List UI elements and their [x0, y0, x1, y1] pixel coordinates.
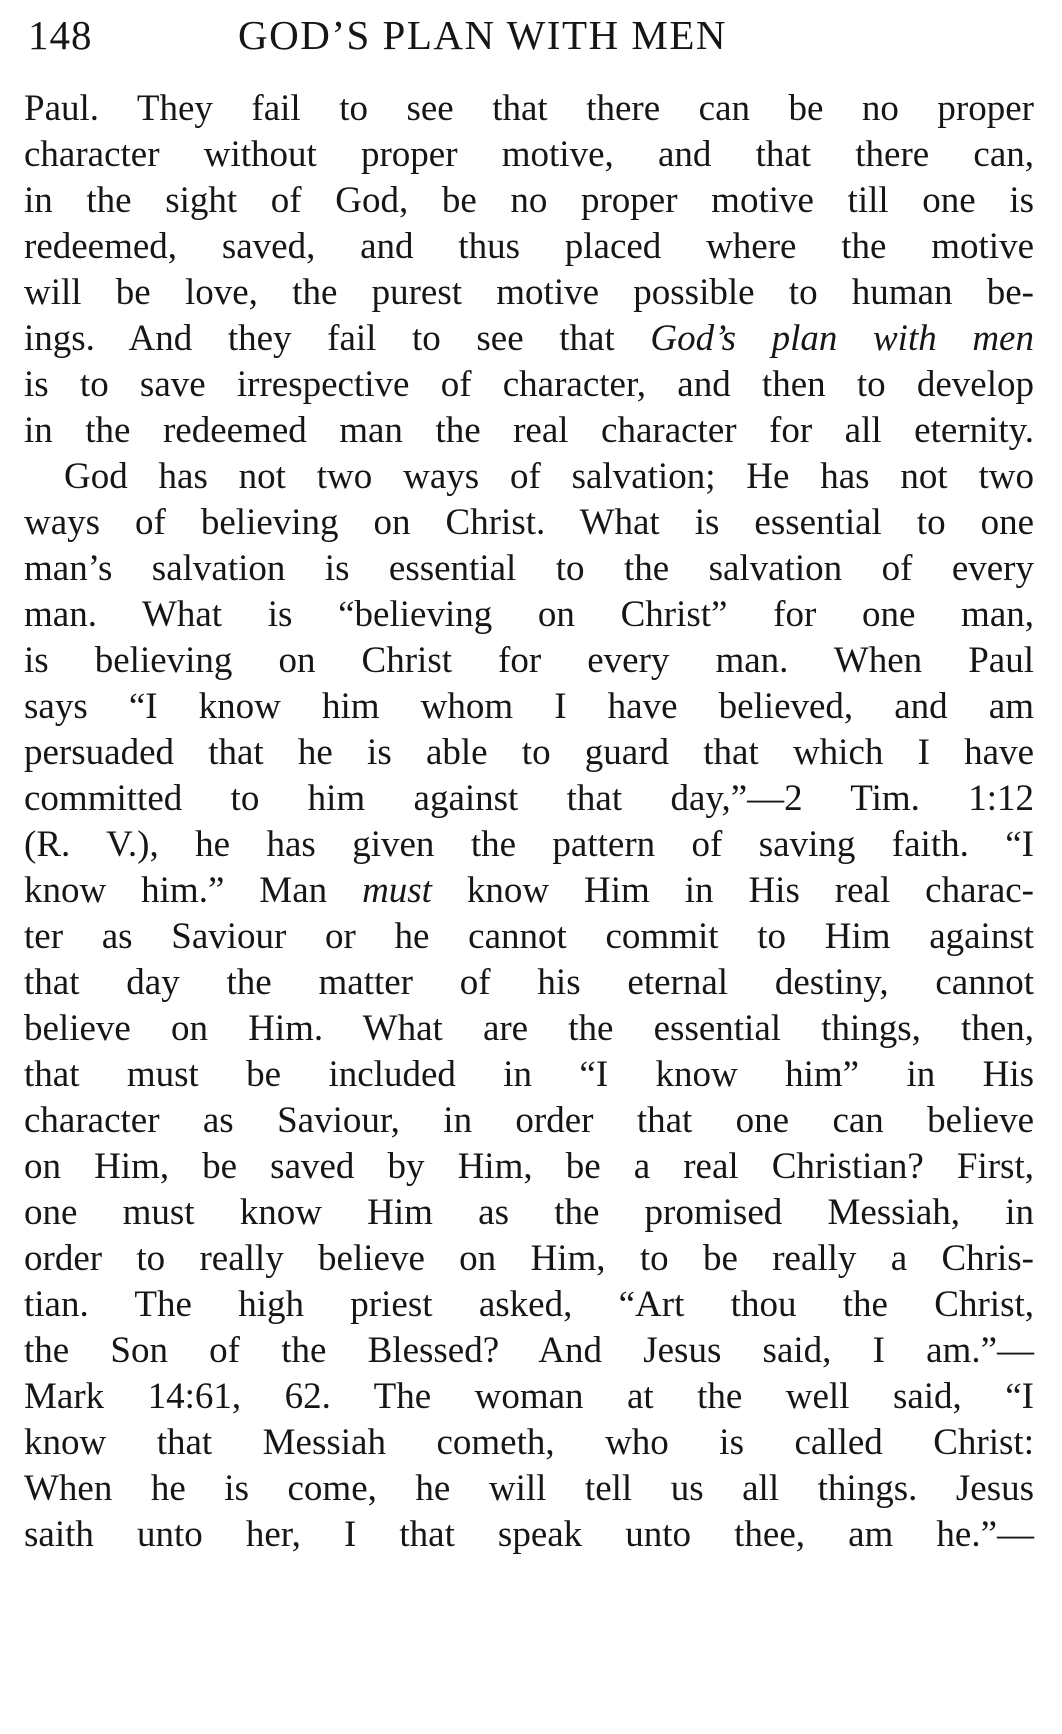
text-line: know that Messiah cometh, who is called Christ:	[24, 1422, 1034, 1463]
running-title: GOD’S PLAN WITH MEN	[238, 12, 727, 58]
text-line: in the redeemed man the real character for all eternity.	[24, 410, 1034, 451]
text-line: ways of believing on Christ. What is essential to one	[24, 502, 1034, 543]
text-line: is believing on Christ for every man. When Paul	[24, 640, 1034, 681]
body-text	[24, 86, 1034, 1558]
running-head	[24, 10, 1036, 60]
text-line: is to save irrespective of character, and then to develop	[24, 364, 1034, 405]
text-line: persuaded that he is able to guard that which I have	[24, 732, 1034, 773]
text-line: (R. V.), he has given the pattern of saving faith. “I	[24, 824, 1034, 865]
text-line: on Him, be saved by Him, be a real Christian? First,	[24, 1146, 1034, 1187]
text-line: believe on Him. What are the essential things, then,	[24, 1008, 1034, 1049]
text-line: God has not two ways of salvation; He has not two	[64, 456, 1034, 497]
text-line: says “I know him whom I have believed, and am	[24, 686, 1034, 727]
text-line: Paul. They fail to see that there can be no proper	[24, 88, 1034, 129]
text-run: ings. And they fail to see that	[24, 318, 651, 359]
emphasis-text: God’s plan with men	[650, 318, 1034, 359]
text-line: one must know Him as the promised Messiah, in	[24, 1192, 1034, 1233]
text-line: character without proper motive, and that there can,	[24, 134, 1034, 175]
text-line: Mark 14:61, 62. The woman at the well said, “I	[24, 1376, 1034, 1417]
text-run: know Him in His real charac-	[431, 870, 1034, 911]
text-line: will be love, the purest motive possible to human be-	[24, 272, 1034, 313]
text-run: know him.” Man	[24, 870, 363, 911]
text-line: man’s salvation is essential to the salvation of every	[24, 548, 1034, 589]
text-line: order to really believe on Him, to be really a Chris-	[24, 1238, 1034, 1279]
text-line: that day the matter of his eternal destiny, cannot	[24, 962, 1034, 1003]
text-line: that must be included in “I know him” in His	[24, 1054, 1034, 1095]
text-line: in the sight of God, be no proper motive till one is	[24, 180, 1034, 221]
text-line: saith unto her, I that speak unto thee, am he.”—	[24, 1514, 1034, 1555]
text-line: tian. The high priest asked, “Art thou the Christ,	[24, 1284, 1034, 1325]
text-line: committed to him against that day,”—2 Tim. 1:12	[24, 778, 1034, 819]
text-line: the Son of the Blessed? And Jesus said, I am.”—	[24, 1330, 1034, 1371]
page-number: 148	[28, 12, 93, 58]
text-line	[24, 868, 1034, 914]
text-line: redeemed, saved, and thus placed where the motive	[24, 226, 1034, 267]
text-line	[24, 316, 1034, 362]
text-line: character as Saviour, in order that one can believe	[24, 1100, 1034, 1141]
emphasis-text: must	[362, 870, 432, 911]
text-line: man. What is “believing on Christ” for one man,	[24, 594, 1034, 635]
text-line: When he is come, he will tell us all things. Jesus	[24, 1468, 1034, 1509]
text-line: ter as Saviour or he cannot commit to Him against	[24, 916, 1034, 957]
